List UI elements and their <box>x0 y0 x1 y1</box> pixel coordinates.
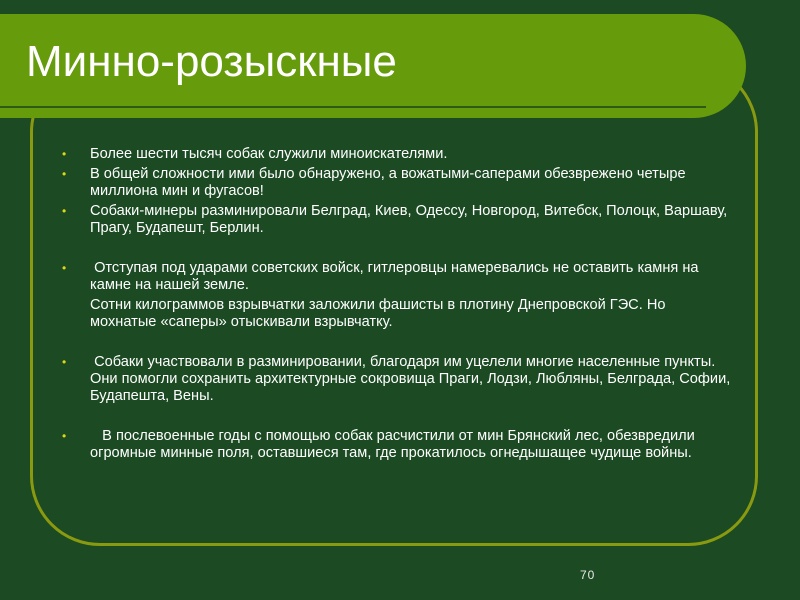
bullet-icon: • <box>62 147 67 161</box>
item-text: В послевоенные годы с помощью собак расчистили от мин Брянский лес, обезвредили огромные минные поля, оставшиеся там, где прокатилось огнедышащее чудище войны. <box>90 428 699 461</box>
item-text: Более шести тысяч собак служили миноискателями. <box>90 146 448 162</box>
bullet-icon: • <box>62 261 67 275</box>
list-item <box>62 203 732 237</box>
list-item <box>62 260 732 331</box>
bullet-icon: • <box>62 355 67 369</box>
item-text: Собаки-минеры разминировали Белград, Киев, Одессу, Новгород, Витебск, Полоцк, Варшаву, Прагу, Будапешт, Берлин. <box>90 203 728 236</box>
list-item <box>62 428 732 462</box>
item-text: Собаки участвовали в разминировании, благодаря им уцелели многие населенные пункты. Они помогли сохранить архитектурные сокровища Праги, Лодзи, Любляны, Белграда, Софии, Будапешта, Вены. <box>90 354 735 404</box>
bullet-icon: • <box>62 204 67 218</box>
item-text: Отступая под ударами советских войск, гитлеровцы намеревались не оставить камня на камне на нашей земле. <box>90 260 703 293</box>
bullet-icon: • <box>62 429 67 443</box>
list-item <box>62 166 732 200</box>
item-text: В общей сложности ими было обнаружено, а вожатыми-саперами обезврежено четыре миллиона мин и фугасов! <box>90 166 686 199</box>
title-underline <box>0 106 706 108</box>
item-text: Сотни килограммов взрывчатки заложили фашисты в плотину Днепровской ГЭС. Но мохнатые «саперы» отыскивали взрывчатку. <box>90 297 666 330</box>
slide-title: Минно-розыскные <box>26 37 397 86</box>
page-number: 70 <box>580 568 596 582</box>
bullet-icon: • <box>62 167 67 181</box>
list-item <box>62 354 735 405</box>
bullet-list <box>62 146 735 462</box>
list-item <box>62 146 732 163</box>
